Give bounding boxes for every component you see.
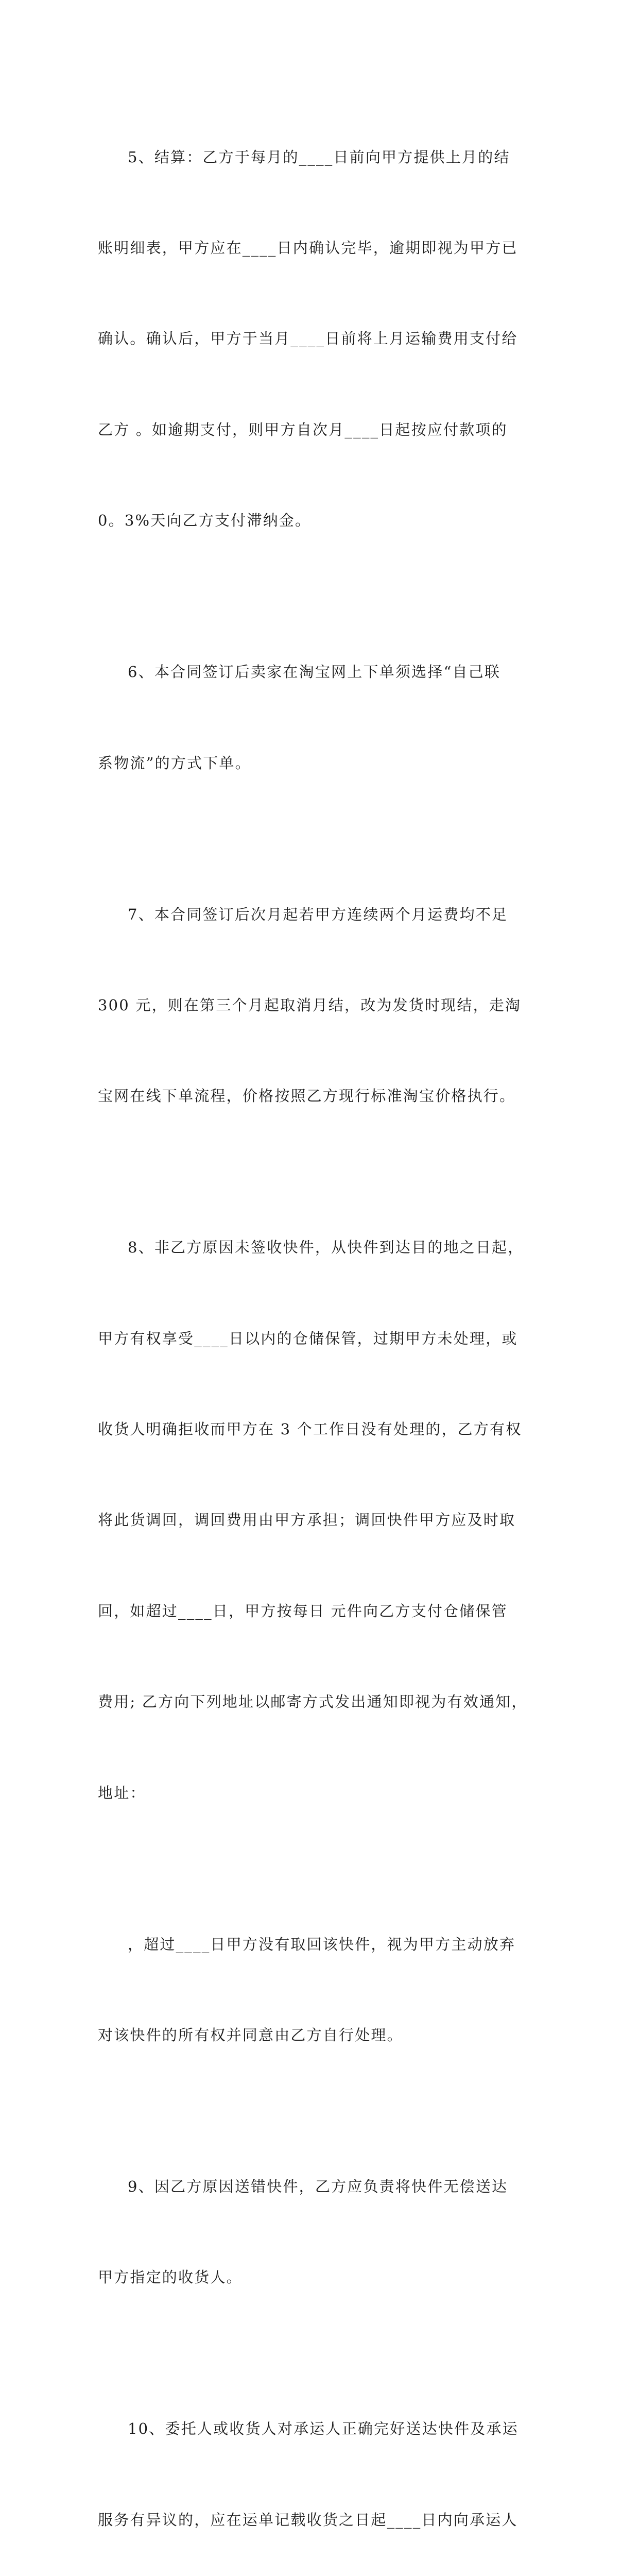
text-line: 账明细表，甲方应在____日内确认完毕，逾期即视为甲方已	[98, 239, 518, 257]
text-line: 8、非乙方原因未签收快件，从快件到达目的地之日起，	[128, 1239, 524, 1257]
clause-7-minimum-freight	[98, 839, 546, 1172]
clause-8-unsigned-parcels	[98, 1172, 546, 1869]
text-line: 5、结算：乙方于每月的____日前向甲方提供上月的结	[128, 148, 510, 166]
text-line: 300 元，则在第三个月起取消月结，改为发货时现结，走淘	[98, 996, 522, 1014]
text-line: 7、本合同签订后次月起若甲方连续两个月运费均不足	[128, 905, 508, 923]
text-line: 确认。确认后，甲方于当月____日前将上月运输费用支付给	[98, 330, 518, 348]
text-line: 甲方指定的收货人。	[98, 2268, 243, 2286]
text-line: 回，如超过____日，甲方按每日 元件向乙方支付仓储保管	[98, 1602, 508, 1620]
text-line: 10、委托人或收货人对承运人正确完好送达快件及承运	[128, 2420, 519, 2438]
text-line: 服务有异议的，应在运单记载收货之日起____日内向承运人	[98, 2511, 518, 2529]
text-line: 收货人明确拒收而甲方在 3 个工作日没有处理的，乙方有权	[98, 1420, 522, 1438]
text-line: ，超过____日甲方没有取回该快件，视为甲方主动放弃	[128, 1935, 516, 1953]
text-line: 甲方有权享受____日以内的仓储保管，过期甲方未处理，或	[98, 1329, 518, 1347]
clause-6-ordering	[98, 597, 546, 839]
clause-9-misdelivery	[98, 2111, 546, 2353]
clause-10-objections	[98, 2353, 546, 2576]
text-line: 费用; 乙方向下列地址以邮寄方式发出通知即视为有效通知，	[98, 1693, 528, 1711]
text-line: 地址：	[98, 1784, 146, 1802]
document-body	[98, 81, 546, 2576]
text-line: 9、因乙方原因送错快件，乙方应负责将快件无偿送达	[128, 2177, 508, 2195]
text-line: 将此货调回，调回费用由甲方承担；调回快件甲方应及时取	[98, 1511, 516, 1529]
text-line: 对该快件的所有权并同意由乙方自行处理。	[98, 2026, 403, 2044]
text-line: 0。3%天向乙方支付滞纳金。	[98, 512, 312, 530]
text-line: 宝网在线下单流程，价格按照乙方现行标准淘宝价格执行。	[98, 1087, 516, 1105]
text-line: 乙方 。如逾期支付，则甲方自次月____日起按应付款项的	[98, 420, 508, 438]
clause-5-settlement	[98, 81, 546, 597]
text-line: 系物流”的方式下单。	[98, 754, 251, 772]
clause-8-continuation	[98, 1869, 546, 2111]
text-line: 6、本合同签订后卖家在淘宝网上下单须选择“自己联	[128, 663, 501, 681]
